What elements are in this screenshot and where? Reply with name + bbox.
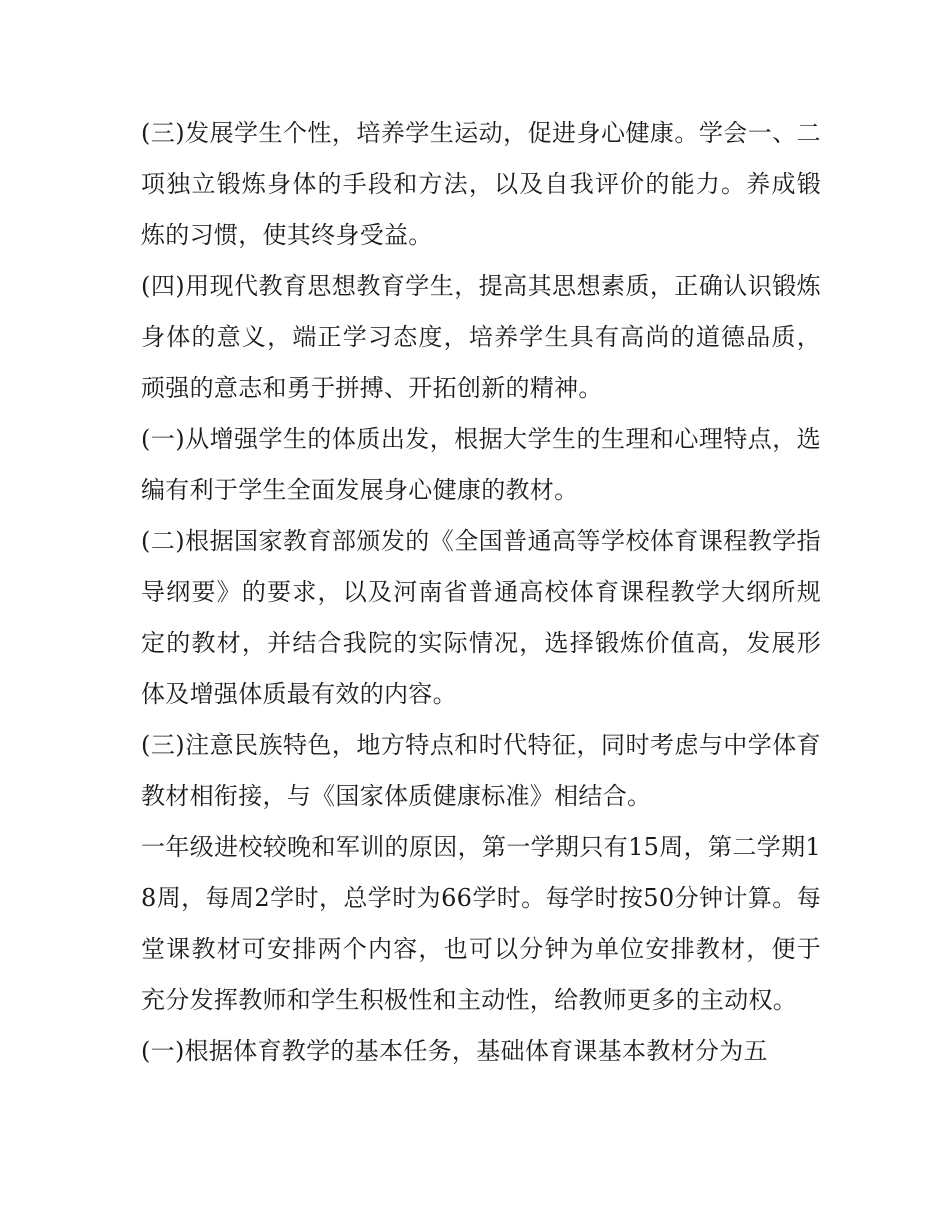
paragraph-content-1: (一)根据体育教学的基本任务，基础体育课基本教材分为五	[141, 1037, 768, 1065]
paragraph-goal-3: (三)发展学生个性，培养学生运动，促进身心健康。学会一、二项独立锻炼身体的手段和方法，以及自我评价的能力。养成锻炼的习惯，使其终身受益。	[141, 119, 821, 249]
document-body	[141, 108, 821, 1077]
paragraph-goal-4: (四)用现代教育思想教育学生，提高其思想素质，正确认识锻炼身体的意义，端正学习态度，培养学生具有高尚的道德品质，顽强的意志和勇于拼搏、开拓创新的精神。	[141, 272, 821, 402]
paragraph-principle-3: (三)注意民族特色，地方特点和时代特征，同时考虑与中学体育教材相衔接，与《国家体质健康标准》相结合。	[141, 731, 821, 810]
paragraph-schedule: 一年级进校较晚和军训的原因，第一学期只有15周，第二学期18周，每周2学时，总学时为66学时。每学时按50分钟计算。每堂课教材可安排两个内容，也可以分钟为单位安排教材，便于充分发挥教师和学生积极性和主动性，给教师更多的主动权。	[141, 833, 821, 1014]
paragraph-principle-1: (一)从增强学生的体质出发，根据大学生的生理和心理特点，选编有利于学生全面发展身心健康的教材。	[141, 425, 821, 504]
paragraph-principle-2: (二)根据国家教育部颁发的《全国普通高等学校体育课程教学指导纲要》的要求，以及河南省普通高校体育课程教学大纲所规定的教材，并结合我院的实际情况，选择锻炼价值高，发展形体及增强体质最有效的内容。	[141, 527, 821, 708]
